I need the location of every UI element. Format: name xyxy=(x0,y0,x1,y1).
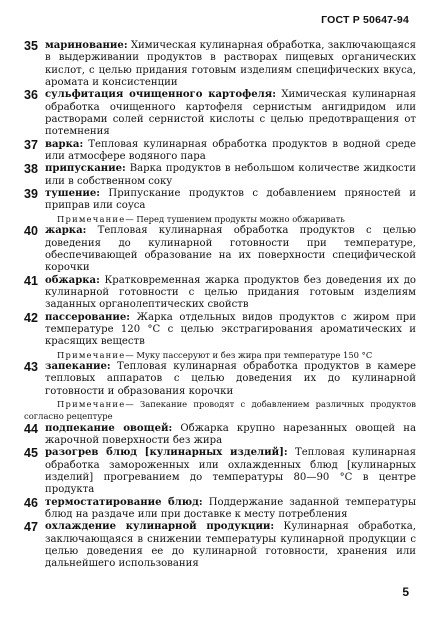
term-definition: Химическая кулинарная обработка очищенного картофеля сернистым ангидридом или растворами солей сернистой кислоты с целью предотвращения от потемнения xyxy=(45,89,416,138)
term-number: 43 xyxy=(24,359,38,374)
term-definition: Химическая кулинарная обработка, заключающаяся в выдерживании продуктов в растворах пищевых органических кислот, с целью придания готовым изделиям специфических вкуса, аромата и консистенции xyxy=(45,40,416,89)
note-39 xyxy=(45,213,416,225)
term-name: термостатирование блюд: xyxy=(45,496,203,508)
term-definition: Тепловая кулинарная обработка продуктов в камере тепловых аппаратов с целью доведения их до кулинарной готовности и образования корочки xyxy=(45,360,417,397)
term-definition: Тепловая кулинарная обработка продуктов в водной среде или атмосфере водяного пара xyxy=(45,138,417,163)
term-entry-41 xyxy=(24,275,416,312)
term-name: пассерование: xyxy=(45,311,131,323)
term-definition: Варка продуктов в небольшом количестве жидкости или в собственном соку xyxy=(45,163,416,187)
term-entry-39 xyxy=(24,188,416,213)
term-name: варка: xyxy=(45,138,84,150)
term-name: маринование: xyxy=(45,40,128,51)
term-name: разогрев блюд [кулинарных изделий]: xyxy=(45,447,288,459)
page-number: 5 xyxy=(402,585,409,599)
term-number: 41 xyxy=(24,273,38,288)
note-text: — Перед тушением продукты можно обжаривать xyxy=(125,213,345,224)
note-label: Примечание xyxy=(57,349,126,360)
term-number: 42 xyxy=(24,310,38,325)
term-number: 35 xyxy=(24,39,38,53)
term-name: охлаждение кулинарной продукции: xyxy=(45,521,275,533)
term-name: обжарка: xyxy=(45,274,100,286)
term-entry-45 xyxy=(24,447,416,496)
term-number: 37 xyxy=(24,137,38,152)
term-entry-36 xyxy=(24,89,416,138)
term-number: 45 xyxy=(24,446,38,461)
term-entry-37 xyxy=(24,139,416,164)
term-definition: Кратковременная жарка продуктов без доведения их до кулинарной готовности с целью придания готовым изделиям заданных органолептических свойств xyxy=(45,274,416,311)
note-text: — Запекание проводят с добавлением различных продуктов согласно рецептуре xyxy=(24,398,416,422)
term-number: 36 xyxy=(24,88,38,103)
term-definition: Тепловая кулинарная обработка замороженных или охлажденных блюд [кулинарных изделий] прогреванием до температуры 80—90 °С в центре продукта xyxy=(45,447,417,496)
term-entry-35 xyxy=(24,40,416,89)
term-number: 47 xyxy=(24,520,38,535)
term-entry-38 xyxy=(24,163,416,188)
standard-designation: ГОСТ Р 50647-94 xyxy=(321,14,409,26)
term-definition: Обжарка крупно нарезанных овощей на жарочной поверхности без жира xyxy=(45,422,416,446)
term-number: 39 xyxy=(24,187,38,202)
term-definition: Тепловая кулинарная обработка продуктов с целью доведения до кулинарной готовности при температуре, обеспечивающей образование на их поверхности специфической корочки xyxy=(45,225,416,274)
term-entry-46 xyxy=(24,497,416,522)
note-label: Примечание xyxy=(57,398,126,409)
term-name: подпекание овощей: xyxy=(45,422,173,434)
term-definition: Жарка отдельных видов продуктов с жиром при температуре 120 °С с целью экстрагирования ароматических и красящих веществ xyxy=(45,311,416,348)
term-name: жарка: xyxy=(45,225,87,237)
term-number: 38 xyxy=(24,162,38,177)
term-name: сульфитация очищенного картофеля: xyxy=(45,89,276,101)
term-entry-42 xyxy=(24,312,416,349)
term-entry-44 xyxy=(24,423,416,448)
term-name: тушение: xyxy=(45,188,101,200)
term-number: 46 xyxy=(24,495,38,510)
term-name: припускание: xyxy=(45,163,126,175)
note-42 xyxy=(45,349,416,361)
term-entry-40 xyxy=(24,225,416,274)
note-text: — Муку пассеруют и без жира при температуре 150 °С xyxy=(125,349,373,360)
note-43 xyxy=(24,398,416,423)
term-entry-47 xyxy=(24,521,416,570)
term-definition: Кулинарная обработка, заключающаяся в снижении температуры кулинарной продукции с целью доведения ее до кулинарной готовности, хранения или дальнейшего использования xyxy=(45,521,416,570)
term-number: 40 xyxy=(24,224,38,239)
term-name: запекание: xyxy=(45,360,111,372)
term-definition: Поддержание заданной температуры блюд на раздаче или при доставке к месту потребления xyxy=(45,496,416,521)
term-definition: Припускание продуктов с добавлением пряностей и приправ или соуса xyxy=(45,188,416,212)
term-entry-43 xyxy=(24,361,416,398)
note-label: Примечание xyxy=(57,213,126,224)
terms-list xyxy=(24,40,416,571)
term-number: 44 xyxy=(24,421,38,436)
